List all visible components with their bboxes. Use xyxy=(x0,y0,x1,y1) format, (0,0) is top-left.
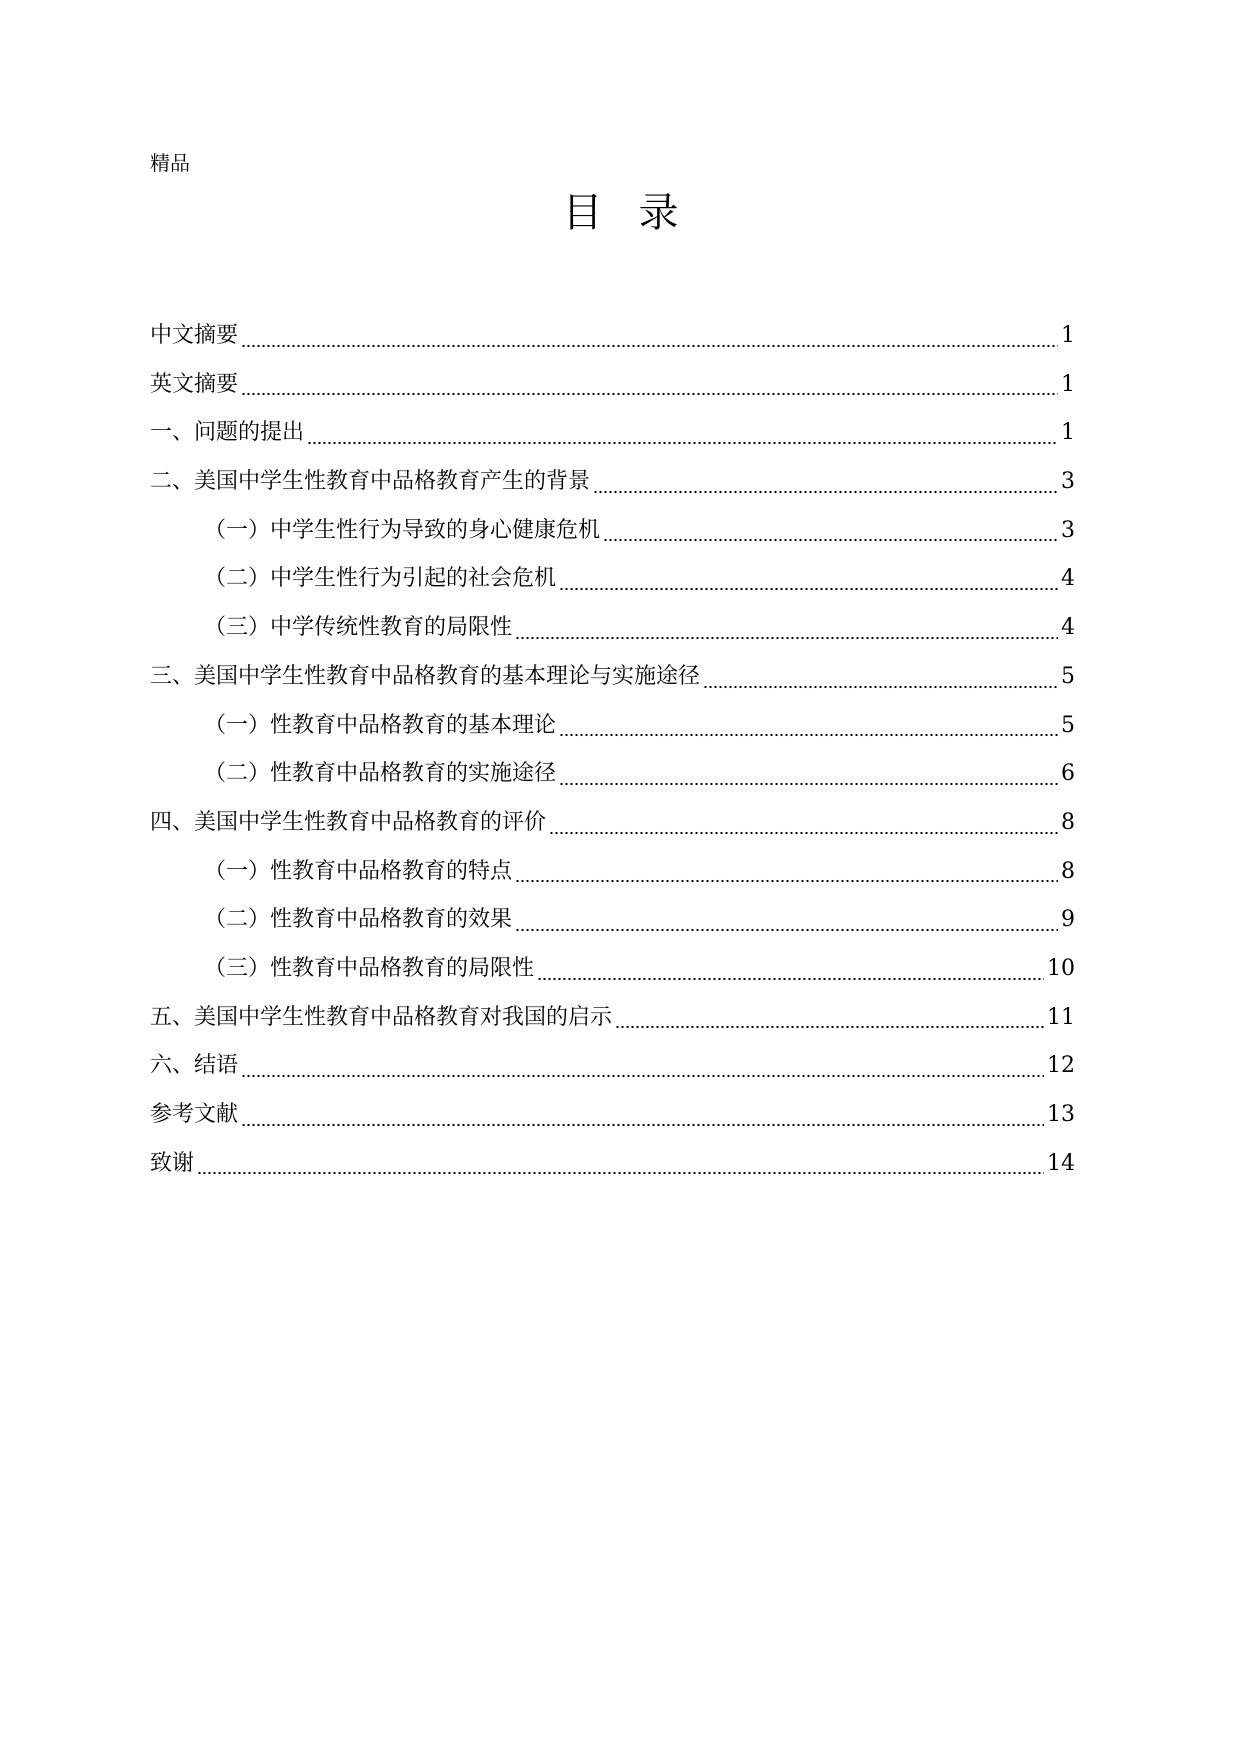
toc-entry[interactable] xyxy=(150,1151,1075,1200)
toc-entry[interactable] xyxy=(150,323,1075,372)
dot-leader xyxy=(515,928,1058,932)
toc-entry-page-number: 11 xyxy=(1047,1004,1075,1030)
dot-leader xyxy=(515,636,1058,640)
dot-leader xyxy=(241,1074,1044,1078)
toc-entry-label: 四、美国中学生性教育中品格教育的评价 xyxy=(150,809,547,835)
toc-entry-page-number: 5 xyxy=(1061,712,1075,738)
dot-leader xyxy=(197,1171,1044,1175)
toc-entry-page-number: 1 xyxy=(1061,420,1075,446)
toc-entry-label: 英文摘要 xyxy=(150,371,239,397)
dot-leader xyxy=(703,685,1058,689)
dot-leader xyxy=(241,344,1058,348)
toc-entry[interactable] xyxy=(150,518,1075,567)
toc-entry[interactable] xyxy=(150,615,1075,664)
toc-entry-label: （三）性教育中品格教育的局限性 xyxy=(204,955,535,981)
dot-leader xyxy=(615,1025,1044,1029)
dot-leader xyxy=(593,490,1058,494)
toc-entry-page-number: 4 xyxy=(1061,615,1075,641)
toc-entry[interactable] xyxy=(150,1005,1075,1054)
toc-entry-label: 六、结语 xyxy=(150,1053,239,1079)
toc-entry[interactable] xyxy=(150,1102,1075,1151)
dot-leader xyxy=(559,733,1058,737)
toc-entry-label: （二）中学生性行为引起的社会危机 xyxy=(204,566,557,592)
toc-entry-page-number: 4 xyxy=(1061,566,1075,592)
toc-entry-label: 参考文献 xyxy=(150,1102,239,1127)
toc-entry-label: 致谢 xyxy=(150,1150,195,1176)
toc-entry-label: 二、美国中学生性教育中品格教育产生的背景 xyxy=(150,469,591,495)
dot-leader xyxy=(537,977,1044,981)
toc-entry-page-number: 6 xyxy=(1061,761,1075,787)
toc-entry[interactable] xyxy=(150,1053,1075,1102)
toc-entry-label: 一、问题的提出 xyxy=(150,420,305,446)
toc-entry[interactable] xyxy=(150,469,1075,518)
toc-entry-label: 三、美国中学生性教育中品格教育的基本理论与实施途径 xyxy=(150,663,701,689)
table-of-contents xyxy=(150,323,1075,1199)
dot-leader xyxy=(603,538,1058,542)
dot-leader xyxy=(549,831,1058,835)
dot-leader xyxy=(515,879,1058,883)
page-header-label: 精品 xyxy=(150,151,190,175)
toc-entry[interactable] xyxy=(150,907,1075,956)
toc-entry-label: （一）性教育中品格教育的特点 xyxy=(204,858,513,884)
toc-entry-page-number: 13 xyxy=(1047,1102,1075,1127)
toc-entry[interactable] xyxy=(150,566,1075,615)
toc-entry[interactable] xyxy=(150,420,1075,469)
toc-entry[interactable] xyxy=(150,761,1075,810)
toc-entry-page-number: 10 xyxy=(1047,955,1075,981)
toc-entry-page-number: 3 xyxy=(1061,469,1075,495)
toc-entry[interactable] xyxy=(150,956,1075,1005)
toc-entry-label: （二）性教育中品格教育的效果 xyxy=(204,907,513,933)
toc-title: 目录 xyxy=(562,190,715,236)
toc-entry-page-number: 8 xyxy=(1061,809,1075,835)
toc-entry[interactable] xyxy=(150,372,1075,421)
dot-leader xyxy=(241,392,1058,396)
toc-entry-label: （三）中学传统性教育的局限性 xyxy=(204,615,513,641)
dot-leader xyxy=(559,782,1058,786)
toc-entry-page-number: 5 xyxy=(1061,663,1075,689)
toc-entry-label: 中文摘要 xyxy=(150,323,239,348)
toc-entry-page-number: 8 xyxy=(1061,858,1075,884)
toc-entry[interactable] xyxy=(150,810,1075,859)
dot-leader xyxy=(241,1123,1044,1127)
toc-entry-page-number: 1 xyxy=(1061,323,1075,348)
toc-entry[interactable] xyxy=(150,713,1075,762)
toc-entry-page-number: 9 xyxy=(1061,907,1075,933)
toc-entry-label: （一）中学生性行为导致的身心健康危机 xyxy=(204,517,601,543)
toc-entry[interactable] xyxy=(150,664,1075,713)
toc-entry-page-number: 14 xyxy=(1047,1150,1075,1176)
toc-entry[interactable] xyxy=(150,859,1075,908)
toc-entry-label: （一）性教育中品格教育的基本理论 xyxy=(204,712,557,738)
dot-leader xyxy=(559,587,1058,591)
toc-entry-label: （二）性教育中品格教育的实施途径 xyxy=(204,761,557,787)
toc-entry-page-number: 3 xyxy=(1061,517,1075,543)
toc-entry-label: 五、美国中学生性教育中品格教育对我国的启示 xyxy=(150,1004,613,1030)
toc-entry-page-number: 12 xyxy=(1047,1053,1075,1079)
dot-leader xyxy=(307,441,1058,445)
toc-entry-page-number: 1 xyxy=(1061,371,1075,397)
